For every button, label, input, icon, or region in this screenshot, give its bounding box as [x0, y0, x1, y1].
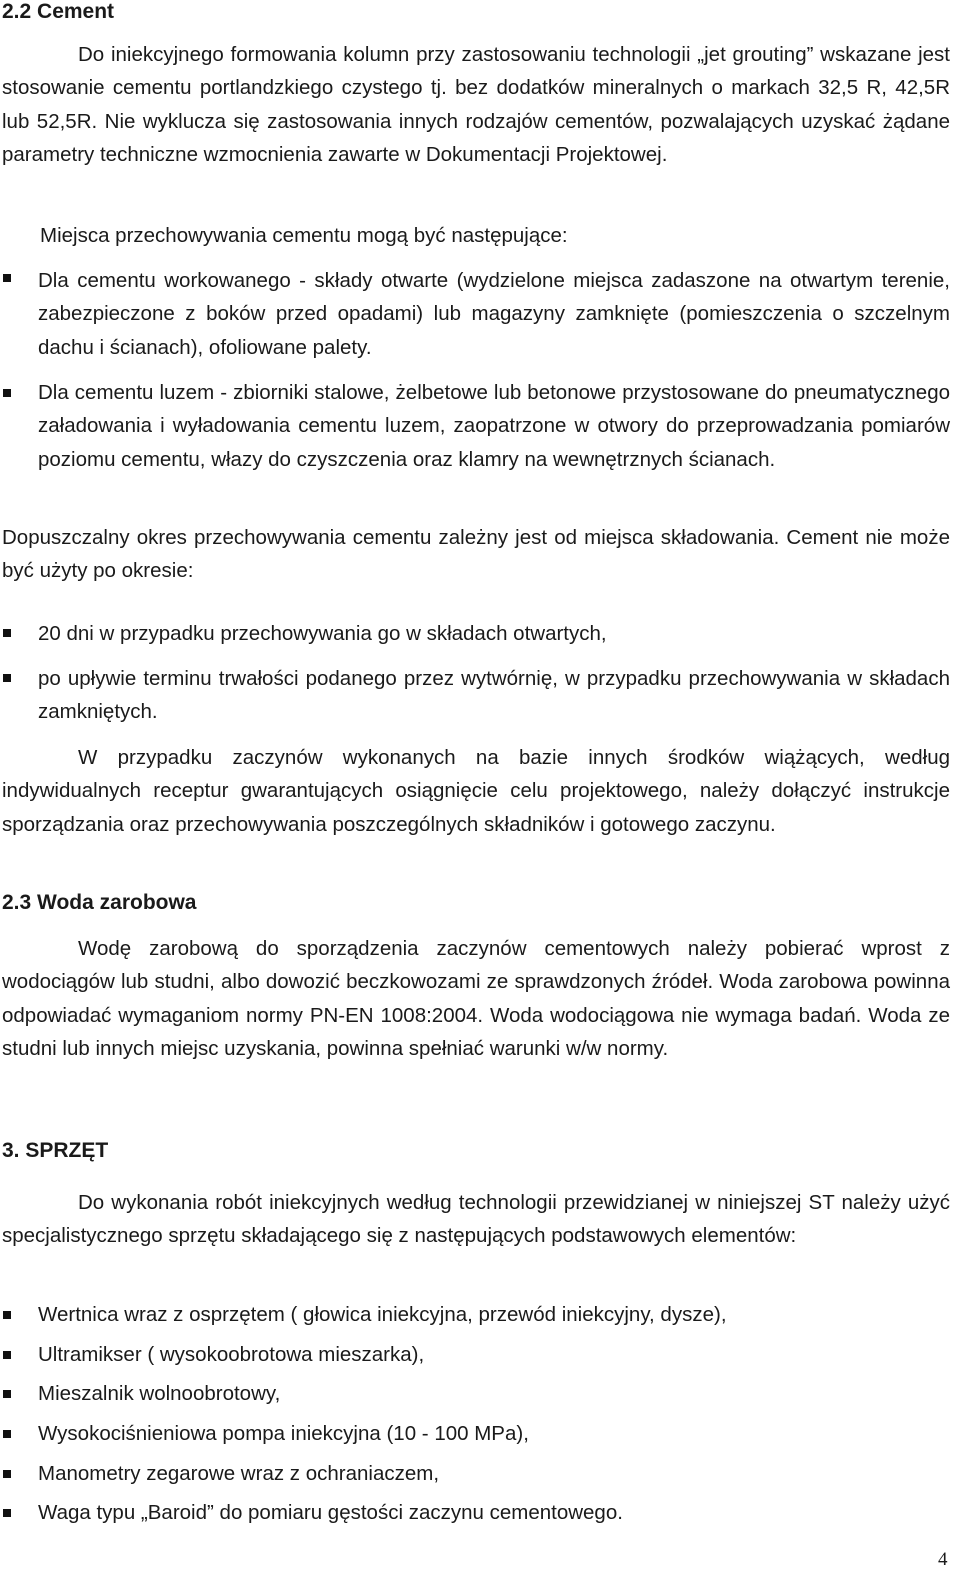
period-item-open: 20 dni w przypadku przechowywania go w składach otwartych,: [38, 622, 607, 645]
equipment-item-manometry: Manometry zegarowe wraz z ochraniaczem,: [38, 1462, 440, 1485]
storage-period-paragraph: Dopuszczalny okres przechowywania cementu zależny jest od miejsca składowania. Cement nie może być użyty po okresie:: [2, 526, 950, 583]
equipment-item-wertnica: Wertnica wraz z osprzętem ( głowica iniekcyjna, przewód iniekcyjny, dysze),: [38, 1303, 727, 1326]
period-item-closed: po upływie terminu trwałości podanego przez wytwórnię, w przypadku przechowywania w składach zamkniętych.: [38, 667, 950, 724]
equipment-item-ultramikser: Ultramikser ( wysokoobrotowa mieszarka),: [38, 1343, 425, 1366]
page-number: 4: [938, 1549, 948, 1570]
storage-item-bulk: Dla cementu luzem - zbiorniki stalowe, żelbetowe lub betonowe przystosowane do pneumatycznego załadowania i wyładowania cementu luzem, zaopatrzone w otwory do przeprowadzania pomiarów poziomu cementu, włazy do czyszczenia oraz klamry na wewnętrznych ścianach.: [38, 381, 950, 471]
bullet-icon: [3, 1430, 11, 1438]
section-heading-cement: 2.2 Cement: [2, 0, 115, 23]
section-heading-equipment: 3. SPRZĘT: [2, 1139, 109, 1162]
bullet-icon: [3, 389, 11, 397]
bullet-icon: [3, 1470, 11, 1478]
other-binders-paragraph: W przypadku zaczynów wykonanych na bazie innych środków wiążących, według indywidualnych receptur gwarantujących osiągnięcie celu projektowego, należy dołączyć instrukcje sporządzania oraz przechowywania poszczególnych składników i gotowego zaczynu.: [2, 746, 950, 836]
equipment-intro-paragraph: Do wykonania robót iniekcyjnych według technologii przewidzianej w niniejszej ST należy użyć specjalistycznego sprzętu składającego się z następujących podstawowych elementów:: [2, 1191, 950, 1248]
water-paragraph: Wodę zarobową do sporządzenia zaczynów cementowych należy pobierać wprost z wodociągów lub studni, albo dowozić beczkowozami ze sprawdzonych źródeł. Woda zarobowa powinna odpowiadać wymaganiom normy PN-EN 1008:2004. Woda wodociągowa nie wymaga badań. Woda ze studni lub innych miejsc uzyskania, powinna spełniać warunki w/w normy.: [2, 937, 950, 1061]
bullet-icon: [3, 1351, 11, 1359]
bullet-icon: [3, 274, 11, 282]
bullet-icon: [3, 1509, 11, 1517]
equipment-item-waga: Waga typu „Baroid” do pomiaru gęstości zaczynu cementowego.: [38, 1501, 623, 1524]
section-heading-water: 2.3 Woda zarobowa: [2, 891, 197, 914]
bullet-icon: [3, 1311, 11, 1319]
storage-lead-text: Miejsca przechowywania cementu mogą być następujące:: [40, 224, 568, 247]
storage-item-bagged: Dla cementu workowanego - składy otwarte (wydzielone miejsca zadaszone na otwartym terenie, zabezpieczone z boków przed opadami) lub magazyny zamknięte (pomieszczenia o szczelnym dachu i ścianach), ofoliowane palety.: [38, 269, 950, 359]
cement-intro-paragraph: Do iniekcyjnego formowania kolumn przy zastosowaniu technologii „jet grouting” wskazane jest stosowanie cementu portlandzkiego czystego tj. bez dodatków mineralnych o markach 32,5 R, 42,5R lub 52,5R. Nie wyklucza się zastosowania innych rodzajów cementów, pozwalających uzyskać żądane parametry techniczne wzmocnienia zawarte w Dokumentacji Projektowej.: [2, 43, 950, 167]
equipment-item-mieszalnik: Mieszalnik wolnoobrotowy,: [38, 1382, 281, 1405]
bullet-icon: [3, 674, 11, 682]
bullet-icon: [3, 629, 11, 637]
bullet-icon: [3, 1390, 11, 1398]
equipment-item-pompa: Wysokociśnieniowa pompa iniekcyjna (10 - 100 MPa),: [38, 1422, 529, 1445]
